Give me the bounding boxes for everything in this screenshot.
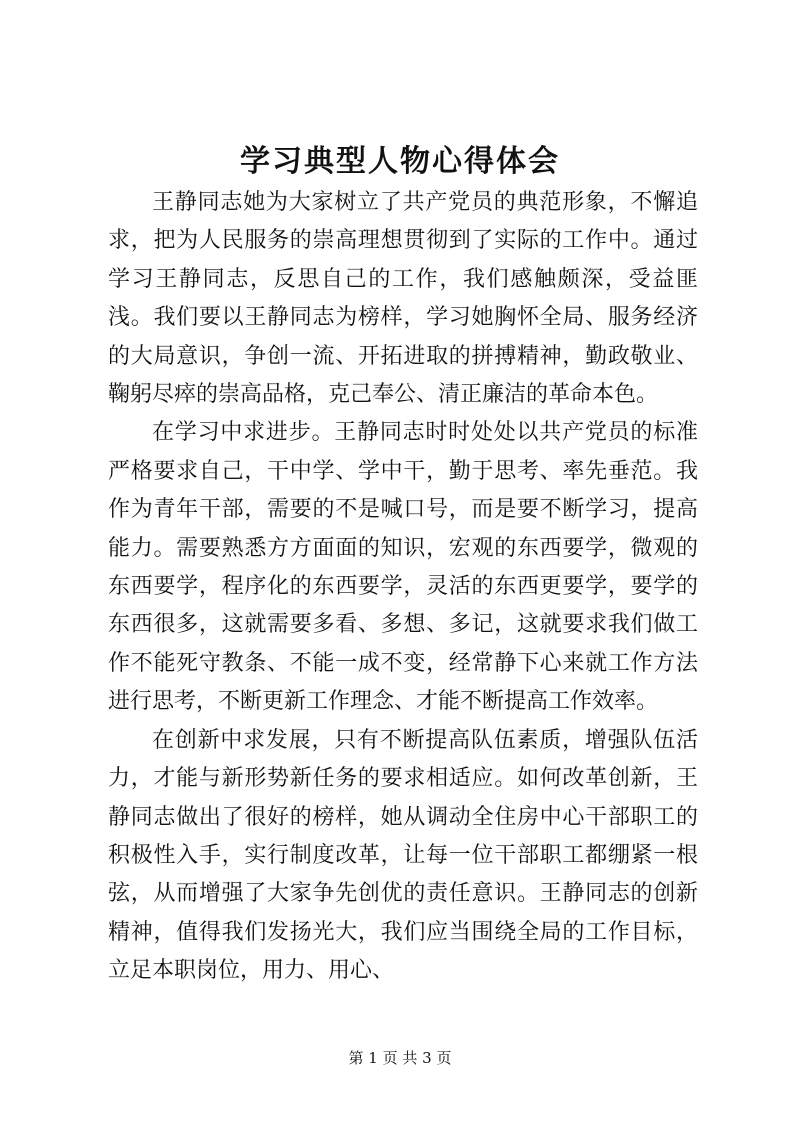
- document-title: 学习典型人物心得体会: [240, 144, 560, 179]
- paragraph: 在创新中求发展，只有不断提高队伍素质，增强队伍活力，才能与新形势新任务的要求相适应。如何改革创新，王静同志做出了很好的榜样，她从调动全住房中心干部职工的积极性入手，实行制度改革，让每一位干部职工都绷紧一根弦，从而增强了大家争先创优的责任意识。王静同志的创新精神，值得我们发扬光大，我们应当围绕全局的工作目标，立足本职岗位，用力、用心、: [108, 727, 698, 984]
- paragraph: 王静同志她为大家树立了共产党员的典范形象，不懈追求，把为人民服务的崇高理想贯彻到了实际的工作中。通过学习王静同志，反思自己的工作，我们感触颇深，受益匪浅。我们要以王静同志为榜样，学习她胸怀全局、服务经济的大局意识，争创一流、开拓进取的拼搏精神，勤政敬业、鞠躬尽瘁的崇高品格，克己奉公、清正廉洁的革命本色。: [108, 190, 698, 408]
- document-body: [108, 184, 698, 991]
- page-number-footer: 第 1 页 共 3 页: [348, 1049, 452, 1067]
- paragraph: 在学习中求进步。王静同志时时处处以共产党员的标准严格要求自己，干中学、学中干，勤于思考、率先垂范。我作为青年干部，需要的不是喊口号，而是要不断学习，提高能力。需要熟悉方方面面的知识，宏观的东西要学，微观的东西要学，程序化的东西要学，灵活的东西更要学，要学的东西很多，这就需要多看、多想、多记，这就要求我们做工作不能死守教条、不能一成不变，经常静下心来就工作方法进行思考，不断更新工作理念、才能不断提高工作效率。: [108, 420, 698, 715]
